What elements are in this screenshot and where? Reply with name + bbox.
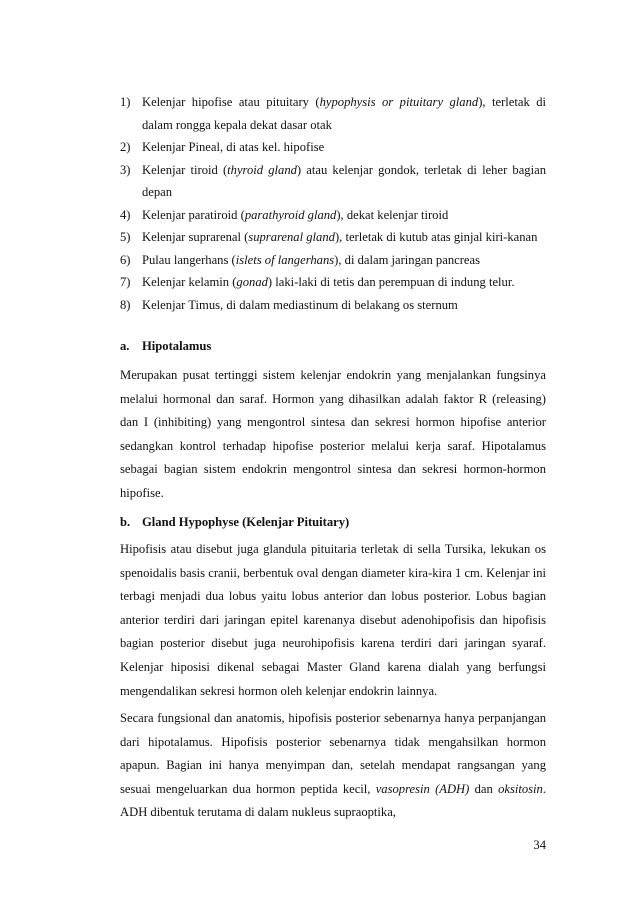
list-item (120, 271, 546, 294)
section-b-paragraph-1 (120, 538, 546, 703)
list-item-number: 3) (120, 162, 131, 177)
list-item (120, 226, 546, 249)
list-item-number: 7) (120, 275, 131, 289)
text-run: . ADH dibentuk terutama di dalam nukleus supraoptika, (120, 781, 546, 820)
text-run: Kelenjar kelamin ( (142, 275, 237, 289)
italic-term: thyroid gland (227, 162, 297, 177)
text-run: Kelenjar tiroid ( (142, 162, 228, 177)
list-item-number: 2) (120, 140, 131, 154)
section-a-paragraph (120, 364, 546, 506)
text-run: Kelenjar Timus, di dalam mediastinum di belakang os sternum (142, 297, 458, 312)
text-run: ) laki-laki di tetis dan perempuan di indung telur. (267, 275, 515, 289)
section-b-paragraph-2 (120, 707, 546, 825)
section-a-number: a. (120, 339, 130, 353)
section-a-title: Hipotalamus (142, 339, 212, 353)
text-run: Merupakan pusat tertinggi sistem kelenjar endokrin yang menjalankan fungsinya melalui hormonal dan saraf. Hormon yang dihasilkan adalah faktor R (releasing) dan I (inhibiting) yang mengontrol sintesa dan sekresi hormon hipofise anterior sedangkan kontrol terhadap hipofise posterior melalui kerja saraf. Hipotalamus sebagai bagian sistem endokrin mengontrol sintesa dan sekresi hormon-hormon hipofise. (120, 368, 546, 500)
list-item-number: 1) (120, 95, 131, 109)
text-run: Kelenjar paratiroid ( (142, 207, 245, 222)
list-item (120, 136, 546, 159)
section-b-number: b. (120, 515, 131, 529)
text-run: Kelenjar hipofise atau pituitary ( (142, 95, 320, 109)
text-run: ), dekat kelenjar tiroid (336, 207, 449, 222)
text-run: Kelenjar Pineal, di atas kel. hipofise (142, 140, 325, 154)
italic-term: vasopresin (ADH) (375, 781, 470, 796)
list-item-number: 4) (120, 207, 131, 222)
text-run: ), terletak di dalam rongga kepala dekat dasar otak (142, 95, 546, 132)
italic-term: hypophysis or pituitary gland (319, 95, 479, 109)
list-item (120, 294, 546, 317)
list-item-number: 5) (120, 230, 131, 244)
text-run: ), di dalam jaringan pancreas (334, 252, 480, 267)
section-b-heading (120, 512, 546, 532)
list-item-number: 8) (120, 297, 131, 312)
list-item (120, 249, 546, 272)
text-run: Hipofisis atau disebut juga glandula pituitaria terletak di sella Tursika, lekukan os spenoidalis basis cranii, berbentuk oval dengan diameter kira-kira 1 cm. Kelenjar ini terbagi menjadi dua lobus yaitu lobus anterior dan lobus posterior. Lobus bagian anterior terdiri dari jaringan epitel karenanya disebut adenohipofisis dan hipofisis bagian posterior disebut juga neurohipofisis karena terdiri dari jaringan syaraf. Kelenjar hiposisi dikenal sebagai Master Gland karena dialah yang berfungsi mengendalikan sekresi hormon oleh kelenjar endokrin lainnya. (120, 542, 546, 698)
list-item (120, 204, 546, 227)
section-b-title: Gland Hypophyse (Kelenjar Pituitary) (142, 515, 350, 529)
text-run: dan (469, 781, 499, 796)
italic-term: gonad (236, 275, 268, 289)
italic-term: oksitosin (498, 781, 543, 796)
list-item (120, 159, 546, 204)
text-run: ) atau kelenjar gondok, terletak di leher bagian depan (142, 162, 546, 199)
text-run: ), terletak di kutub atas ginjal kiri-kanan (334, 230, 538, 244)
text-run: Pulau langerhans ( (142, 252, 236, 267)
text-run: Secara fungsional dan anatomis, hipofisis posterior sebenarnya hanya perpanjangan dari hipotalamus. Hipofisis posterior sebenarnya tidak mengahsilkan hormon apapun. Bagian ini hanya menyimpan dan, setelah mendapat rangsangan yang sesuai mengeluarkan dua hormon peptida kecil, (120, 711, 546, 796)
list-item (120, 91, 546, 136)
italic-term: suprarenal gland (248, 230, 335, 244)
page-number: 34 (533, 838, 546, 852)
text-run: Kelenjar suprarenal ( (142, 230, 249, 244)
italic-term: parathyroid gland (244, 207, 337, 222)
list-item-number: 6) (120, 252, 131, 267)
section-a-heading (120, 336, 546, 356)
gland-list (120, 91, 546, 316)
italic-term: islets of langerhans (235, 252, 335, 267)
